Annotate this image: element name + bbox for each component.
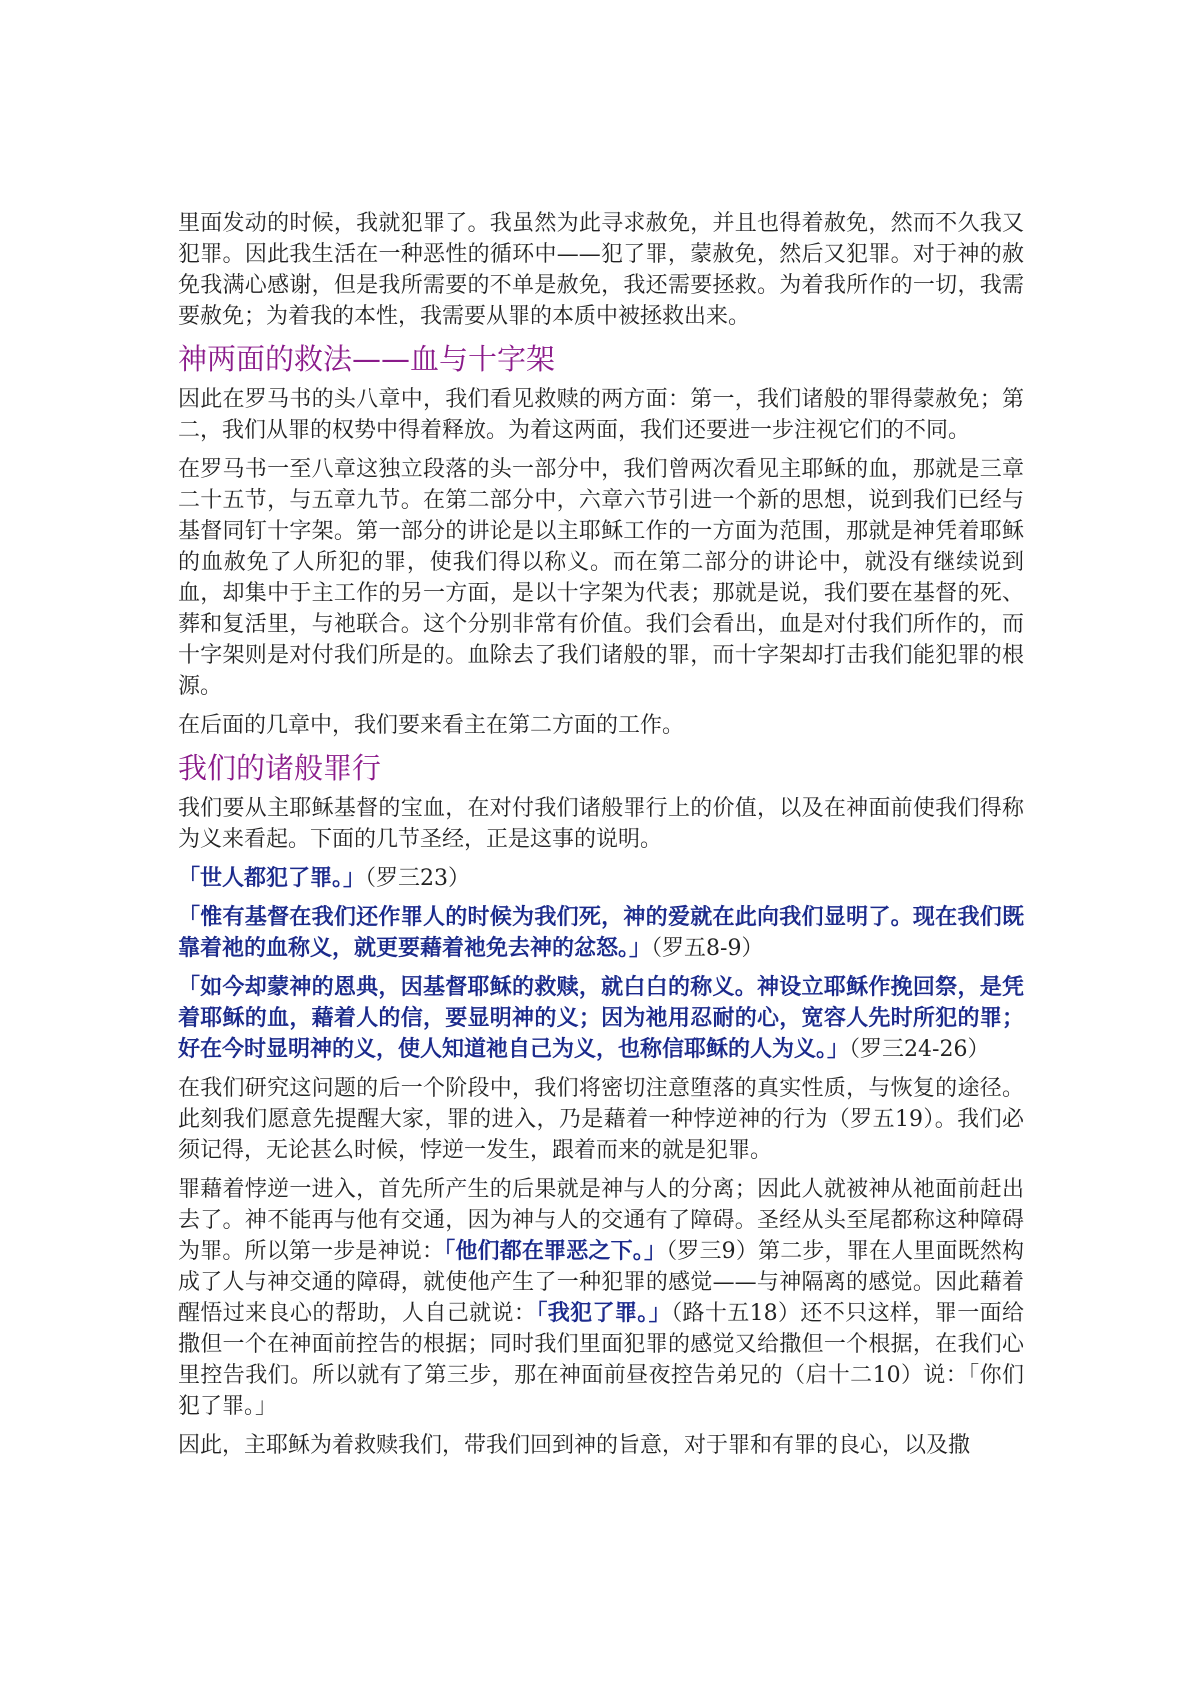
paragraph: 我们要从主耶稣基督的宝血，在对付我们诸般罪行上的价值，以及在神面前使我们得称为义来看起。下面的几节圣经，正是这事的说明。 [178, 796, 1024, 852]
quote-text: 「惟有基督在我们还作罪人的时候为我们死，神的爱就在此向我们显明了。现在我们既靠着祂的血称义，就更要藉着祂免去神的忿怒。」 [178, 904, 1024, 961]
quote-reference: （罗五8-9） [651, 936, 764, 961]
paragraph: 里面发动的时候，我就犯罪了。我虽然为此寻求赦免，并且也得着赦免，然而不久我又犯罪。因此我生活在一种恶性的循环中——犯了罪，蒙赦免，然后又犯罪。对于神的赦免我满心感谢，但是我所需要的不单是赦免，我还需要拯救。为着我所作的一切，我需要赦免；为着我的本性，我需要从罪的本质中被拯救出来。 [178, 211, 1024, 329]
document-page [178, 208, 1024, 1469]
section-heading: 神两面的救法——血与十字架 [178, 342, 556, 376]
inline-quote: 「我犯了罪。」 [536, 1300, 672, 1326]
text-run: （路十五18）还不只这样，罪一面给撒但一个在神面前控告的根据；同时我们里面犯罪的感觉又给撒但一个根据，在我们心里控告我们。所以就有了第三步，那在神面前昼夜控告弟兄的（启十二10）说：「你们犯了罪。」 [178, 1301, 1024, 1419]
paragraph [178, 1174, 1024, 1422]
text-run: 罪藉着悖逆一进入，首先所产生的后果就是神与人的分离；因此人就被神从祂面前赶出去了。神不能再与他有交通，因为神与人的交通有了障碍。圣经从头至尾都称这种障碍为罪。所以第一步是神说： [178, 1177, 1024, 1264]
paragraph: 在罗马书一至八章这独立段落的头一部分中，我们曾两次看见主耶稣的血，那就是三章二十五节，与五章九节。在第二部分中，六章六节引进一个新的思想，说到我们已经与基督同钉十字架。第一部分的讲论是以主耶稣工作的一方面为范围，那就是神凭着耶稣的血赦免了人所犯的罪，使我们得以称义。而在第二部分的讲论中，就没有继续说到血，却集中于主工作的另一方面，是以十字架为代表；那就是说，我们要在基督的死、葬和复活里，与祂联合。这个分别非常有价值。我们会看出，血是对付我们所作的，而十字架则是对付我们所是的。血除去了我们诸般的罪，而十字架却打击我们能犯罪的根源。 [178, 457, 1024, 699]
quote-reference: （罗三24-26） [849, 1037, 990, 1062]
quote-text: 「世人都犯了罪。」 [178, 865, 366, 891]
scripture-quote [178, 972, 1024, 1065]
paragraph: 因此在罗马书的头八章中，我们看见救赎的两方面：第一，我们诸般的罪得蒙赦免；第二，我们从罪的权势中得着释放。为着这两面，我们还要进一步注视它们的不同。 [178, 387, 1024, 443]
scripture-quote [178, 863, 1024, 894]
inline-quote: 「他们都在罪恶之下。」 [444, 1238, 667, 1264]
quote-text: 「如今却蒙神的恩典，因基督耶稣的救赎，就白白的称义。神设立耶稣作挽回祭，是凭着耶稣的血，藉着人的信，要显明神的义；因为祂用忍耐的心，宽容人先时所犯的罪；好在今时显明神的义，使人知道祂自己为义，也称信耶稣的人为义。」 [178, 974, 1024, 1062]
paragraph: 在后面的几章中，我们要来看主在第二方面的工作。 [178, 713, 685, 738]
paragraph: 因此，主耶稣为着救赎我们，带我们回到神的旨意，对于罪和有罪的良心，以及撒 [178, 1433, 971, 1458]
paragraph: 在我们研究这问题的后一个阶段中，我们将密切注意堕落的真实性质，与恢复的途径。此刻我们愿意先提醒大家，罪的进入，乃是藉着一种悖逆神的行为（罗五19）。我们必须记得，无论甚么时候，悖逆一发生，跟着而来的就是犯罪。 [178, 1076, 1024, 1163]
section-heading: 我们的诸般罪行 [178, 751, 382, 785]
scripture-quote [178, 902, 1024, 964]
quote-reference: （罗三23） [365, 866, 471, 891]
text-run: （罗三9）第二步，罪在人里面既然构成了人与神交通的障碍，就使他产生了一种犯罪的感觉——与神隔离的感觉。因此藉着醒悟过来良心的帮助，人自己就说： [178, 1239, 1024, 1326]
